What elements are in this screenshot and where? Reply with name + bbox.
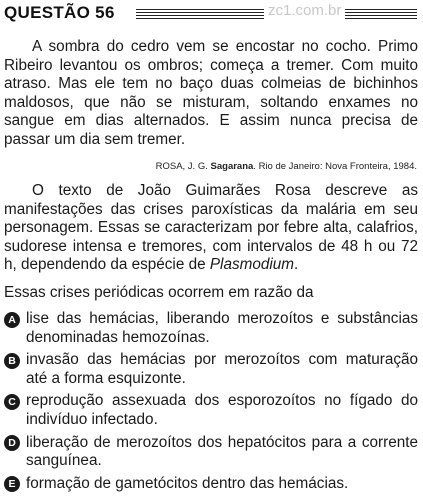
question-statement [4, 182, 418, 275]
option-letter-badge: C [4, 394, 20, 410]
statement-text: O texto de João Guimarães Rosa descreve as manifestações das crises paroxísticas da malária em seu personagem. Essas se caracterizam por febre alta, calafrios, sudorese intensa e tremores, com intervalos de 48 h ou 72 h, dependendo da espécie de [4, 182, 418, 274]
watermark: zc1.com.br [264, 2, 345, 19]
option-b[interactable] [4, 351, 418, 388]
answer-options [4, 310, 418, 497]
option-e[interactable] [4, 475, 418, 494]
citation-publisher: . Rio de Janeiro: Nova Fronteira, 1984. [253, 161, 417, 172]
question-header [4, 3, 419, 25]
option-text: liberação de merozoítos dos hepatócitos para a corrente sanguínea. [26, 433, 418, 470]
statement-end: . [294, 256, 299, 274]
question-prompt: Essas crises periódicas ocorrem em razão da [4, 284, 314, 301]
option-text: lise das hemácias, liberando merozoítos e substâncias denominadas hemozoínas. [26, 310, 418, 346]
option-c[interactable] [4, 392, 418, 429]
quoted-passage [4, 38, 418, 150]
question-title: QUESTÃO 56 [4, 3, 115, 22]
statement-genus: Plasmodium [209, 256, 295, 274]
option-text: invasão das hemácias por merozoítos com maturação até a forma esquizonte. [26, 351, 418, 387]
option-letter-badge: B [4, 353, 20, 369]
passage-text: A sombra do cedro vem se encostar no cocho. Primo Ribeiro levantou os ombros; começa a tremer. Com muito atraso. Mas ele tem no baço duas colmeias de bichinhos maldosos, que não se misturam, soltando enxames no sangue em dias alternados. E assim nunca precisa de passar um dia sem tremer. [4, 38, 418, 148]
citation-author: ROSA, J. G. [155, 161, 211, 172]
option-letter-badge: A [4, 312, 20, 328]
citation-book-title: Sagarana [210, 161, 254, 172]
option-letter-badge: E [4, 476, 20, 492]
citation [156, 161, 417, 172]
option-text: reprodução assexuada dos esporozoítos no fígado do indivíduo infectado. [26, 392, 418, 428]
option-text: formação de gametócitos dentro das hemácias. [26, 474, 349, 492]
option-letter-badge: D [4, 435, 20, 451]
option-a[interactable] [4, 310, 418, 347]
option-d[interactable] [4, 434, 418, 471]
